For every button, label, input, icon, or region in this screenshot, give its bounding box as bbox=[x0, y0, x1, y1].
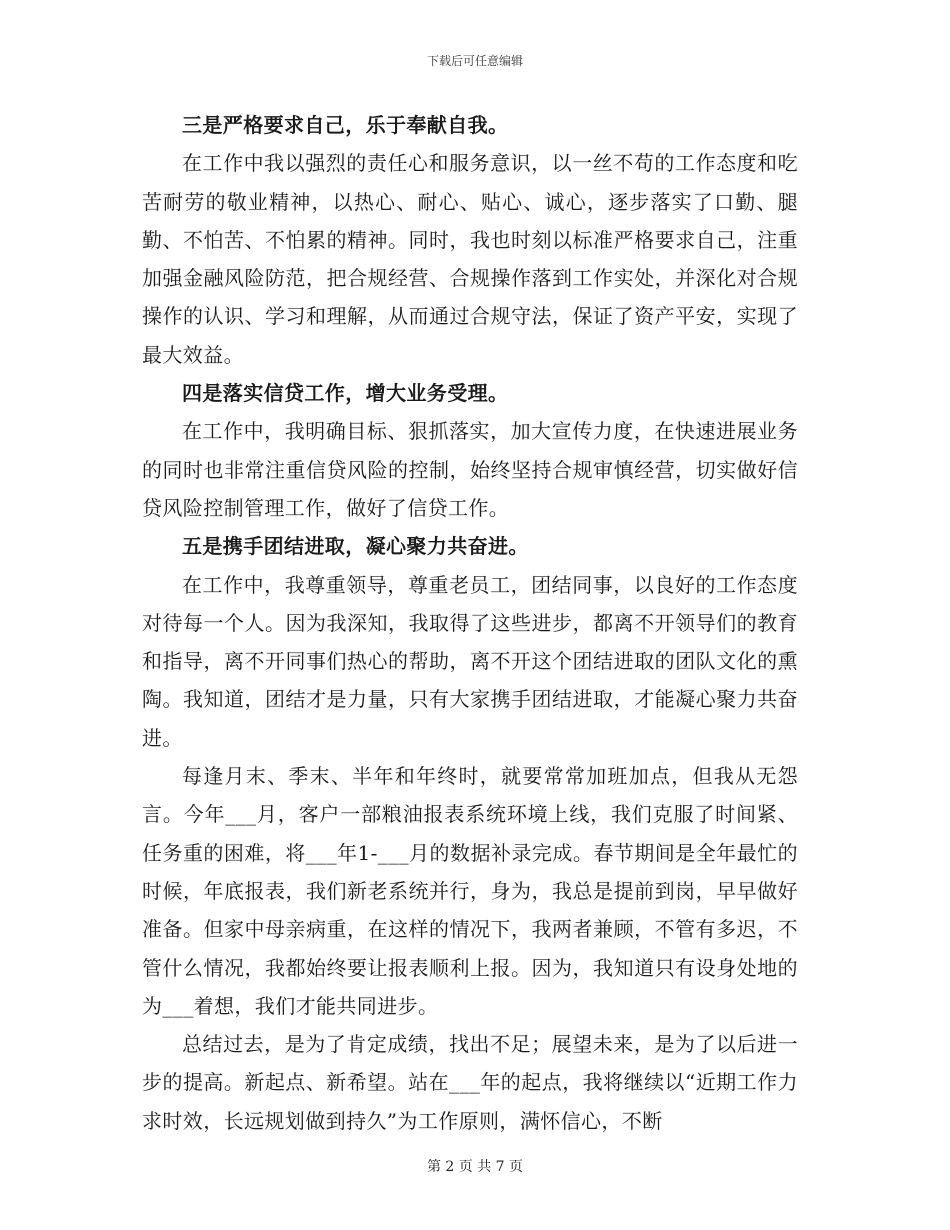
body-paragraph: 在工作中，我尊重领导，尊重老员工，团结同事，以良好的工作态度对待每一个人。因为我深知，我取得了这些进步，都离不开领导们的教育和指导，离不开同事们热心的帮助，离不开这个团结进取的团队文化的熏陶。我知道，团结才是力量，只有大家携手团结进取，才能凝心聚力共奋进。 bbox=[142, 572, 798, 750]
page-header-note: 下载后可任意编辑 bbox=[426, 54, 523, 68]
section-heading-3: 三是严格要求自己，乐于奉献自我。 bbox=[182, 113, 509, 137]
body-paragraph: 每逢月末、季末、半年和年终时，就要常常加班加点，但我从无怨言。今年___月，客户一部粮油报表系统环境上线，我们克服了时间紧、任务重的困难，将___年1-___月的数据补录完成。春节期间是全年最忙的时候，年底报表，我们新老系统并行，身为，我总是提前到岗，早早做好准备。但家中母亲病重，在这样的情况下，我两者兼顾，不管有多迟，不管什么情况，我都始终要让报表顺利上报。因为，我知道只有设身处地的为___着想，我们才能共同进步。 bbox=[142, 764, 798, 1018]
body-paragraph: 总结过去，是为了肯定成绩，找出不足；展望未来，是为了以后进一步的提高。新起点、新希望。站在___年的起点，我将继续以“近期工作力求时效，长远规划做到持久”为工作原则，满怀信心，不断 bbox=[142, 1032, 798, 1133]
body-paragraph: 在工作中我以强烈的责任心和服务意识，以一丝不苟的工作态度和吃苦耐劳的敬业精神，以热心、耐心、贴心、诚心，逐步落实了口勤、腿勤、不怕苦、不怕累的精神。同时，我也时刻以标准严格要求自己，注重加强金融风险防范，把合规经营、合规操作落到工作实处，并深化对合规操作的认识、学习和理解，从而通过合规守法，保证了资产平安，实现了最大效益。 bbox=[142, 151, 798, 367]
body-paragraph: 在工作中，我明确目标、狠抓落实，加大宣传力度，在快速进展业务的同时也非常注重信贷风险的控制，始终坚持合规审慎经营，切实做好信贷风险控制管理工作，做好了信贷工作。 bbox=[142, 419, 798, 520]
section-heading-4: 四是落实信贷工作，增大业务受理。 bbox=[182, 381, 509, 406]
document-body bbox=[142, 106, 798, 1140]
section-heading-5: 五是携手团结进取，凝心聚力共奋进。 bbox=[182, 534, 529, 559]
page-number-footer: 第 2 页 共 7 页 bbox=[426, 1159, 524, 1175]
